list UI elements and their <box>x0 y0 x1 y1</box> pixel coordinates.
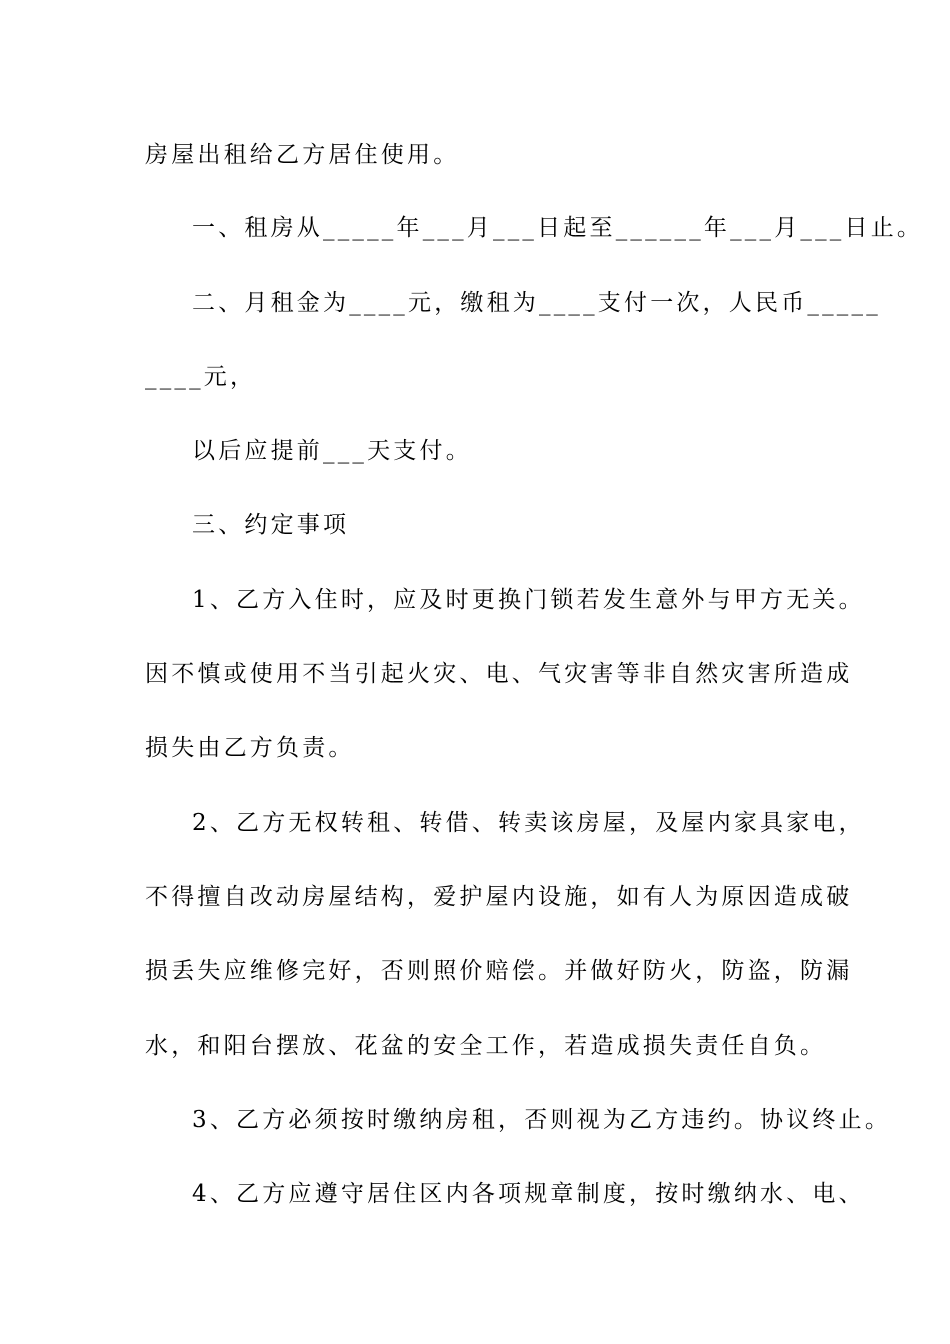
text-line-continuation: 房屋出租给乙方居住使用。 <box>145 142 460 168</box>
section-heading-agreed-matters: 三、约定事项 <box>192 512 350 538</box>
item-1-line-1: 1、乙方入住时，应及时更换门锁若发生意外与甲方无关。 <box>192 587 865 613</box>
item-2-line-2: 不得擅自改动房屋结构，爱护屋内设施，如有人为原因造成破 <box>145 884 853 910</box>
item-2-line-4: 水，和阳台摆放、花盆的安全工作，若造成损失责任自负。 <box>145 1033 827 1059</box>
item-1-line-2: 因不慎或使用不当引起火灾、电、气灾害等非自然灾害所造成 <box>145 661 853 687</box>
clause-2-monthly-rent: 二、月租金为____元，缴租为____支付一次，人民币_____ <box>192 290 881 316</box>
item-2-line-1: 2、乙方无权转租、转借、转卖该房屋，及屋内家具家电， <box>192 810 865 836</box>
clause-2-payment-advance: 以后应提前___天支付。 <box>192 438 472 464</box>
item-2-line-3: 损丢失应维修完好，否则照价赔偿。并做好防火，防盗，防漏 <box>145 958 853 984</box>
item-4-line-1: 4、乙方应遵守居住区内各项规章制度，按时缴纳水、电、 <box>192 1181 865 1207</box>
clause-1-rental-period: 一、租房从_____年___月___日起至______年___月___日止。 <box>192 215 924 241</box>
item-1-line-3: 损失由乙方负责。 <box>145 735 355 761</box>
clause-2-rent-amount: ____元， <box>145 364 257 390</box>
item-3-line-1: 3、乙方必须按时缴纳房租，否则视为乙方违约。协议终止。 <box>192 1107 892 1133</box>
